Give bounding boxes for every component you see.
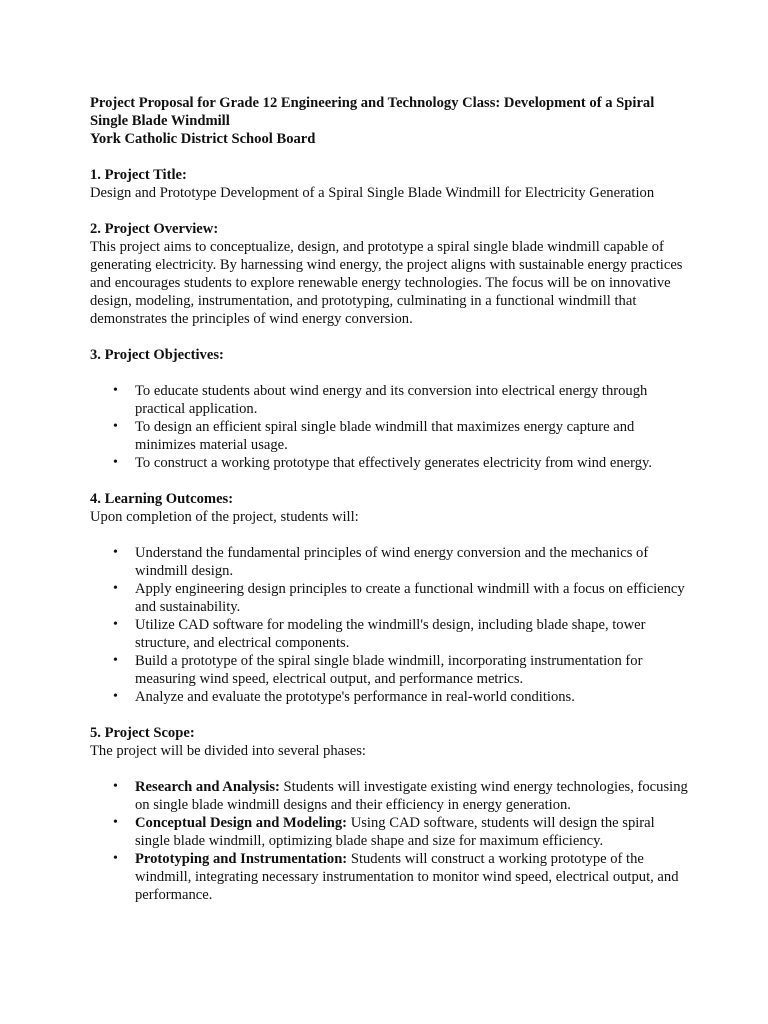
list-item [113, 544, 690, 580]
bullet-icon: • [113, 545, 118, 560]
list-item [113, 418, 690, 454]
phase-name: Research and Analysis: [135, 779, 280, 795]
list-item-text: Build a prototype of the spiral single blade windmill, incorporating instrumentation for measuring wind speed, electrical output, and performance metrics. [135, 653, 643, 687]
list-item-text: To educate students about wind energy and its conversion into electrical energy through practical application. [135, 383, 648, 417]
scope-phases-list [90, 778, 690, 904]
section-intro: Upon completion of the project, students will: [90, 509, 359, 525]
list-item [113, 382, 690, 418]
section-text: Design and Prototype Development of a Spiral Single Blade Windmill for Electricity Generation [90, 185, 655, 201]
section-heading: 2. Project Overview: [90, 221, 219, 237]
section-intro: The project will be divided into several phases: [90, 743, 366, 759]
list-item [113, 616, 690, 652]
section-heading: 5. Project Scope: [90, 725, 195, 741]
phase-name: Prototyping and Instrumentation: [135, 851, 348, 867]
section-heading: 3. Project Objectives: [90, 347, 224, 363]
section-heading: 4. Learning Outcomes: [90, 491, 234, 507]
bullet-icon: • [113, 581, 118, 596]
list-item [113, 454, 690, 472]
school-board-name: York Catholic District School Board [90, 131, 316, 147]
section-project-title [90, 166, 690, 202]
bullet-icon: • [113, 851, 118, 866]
section-heading: 1. Project Title: [90, 167, 187, 183]
bullet-icon: • [113, 617, 118, 632]
section-learning-outcomes [90, 490, 690, 706]
outcomes-list [90, 544, 690, 706]
phase-description: Students will construct a working prototype of the windmill, integrating necessary instrumentation to monitor wind speed, electrical output, and performance. [135, 851, 679, 903]
list-item-text: To design an efficient spiral single blade windmill that maximizes energy capture and minimizes material usage. [135, 419, 635, 453]
bullet-icon: • [113, 653, 118, 668]
section-project-objectives [90, 346, 690, 472]
list-item-text: Understand the fundamental principles of wind energy conversion and the mechanics of windmill design. [135, 545, 649, 579]
section-text: This project aims to conceptualize, design, and prototype a spiral single blade windmill capable of generating electricity. By harnessing wind energy, the project aligns with sustainable energy practices and encourages students to explore renewable energy technologies. The focus will be on innovative design, modeling, instrumentation, and prototyping, culminating in a functional windmill that demonstrates the principles of wind energy conversion. [90, 239, 683, 327]
phase-name: Conceptual Design and Modeling: [135, 815, 348, 831]
list-item-text: Utilize CAD software for modeling the windmill's design, including blade shape, tower structure, and electrical components. [135, 617, 646, 651]
bullet-icon: • [113, 689, 118, 704]
bullet-icon: • [113, 419, 118, 434]
objectives-list [90, 382, 690, 472]
bullet-icon: • [113, 815, 118, 830]
list-item-text: To construct a working prototype that effectively generates electricity from wind energy. [135, 455, 653, 471]
bullet-icon: • [113, 383, 118, 398]
phase-description: Students will investigate existing wind energy technologies, focusing on single blade windmill designs and their efficiency in energy generation. [135, 779, 688, 813]
list-item [113, 580, 690, 616]
document-body [90, 94, 690, 904]
document-header [90, 94, 690, 148]
phase-description: Using CAD software, students will design the spiral single blade windmill, optimizing blade shape and size for maximum efficiency. [135, 815, 655, 849]
list-item [113, 652, 690, 688]
section-project-scope [90, 724, 690, 904]
list-item [113, 778, 690, 814]
list-item [113, 814, 690, 850]
list-item-text: Analyze and evaluate the prototype's performance in real-world conditions. [135, 689, 575, 705]
bullet-icon: • [113, 779, 118, 794]
section-project-overview [90, 220, 690, 328]
bullet-icon: • [113, 455, 118, 470]
list-item [113, 688, 690, 706]
document-title: Project Proposal for Grade 12 Engineering and Technology Class: Development of a Spiral Single Blade Windmill [90, 95, 655, 129]
list-item [113, 850, 690, 904]
list-item-text: Apply engineering design principles to create a functional windmill with a focus on efficiency and sustainability. [135, 581, 685, 615]
